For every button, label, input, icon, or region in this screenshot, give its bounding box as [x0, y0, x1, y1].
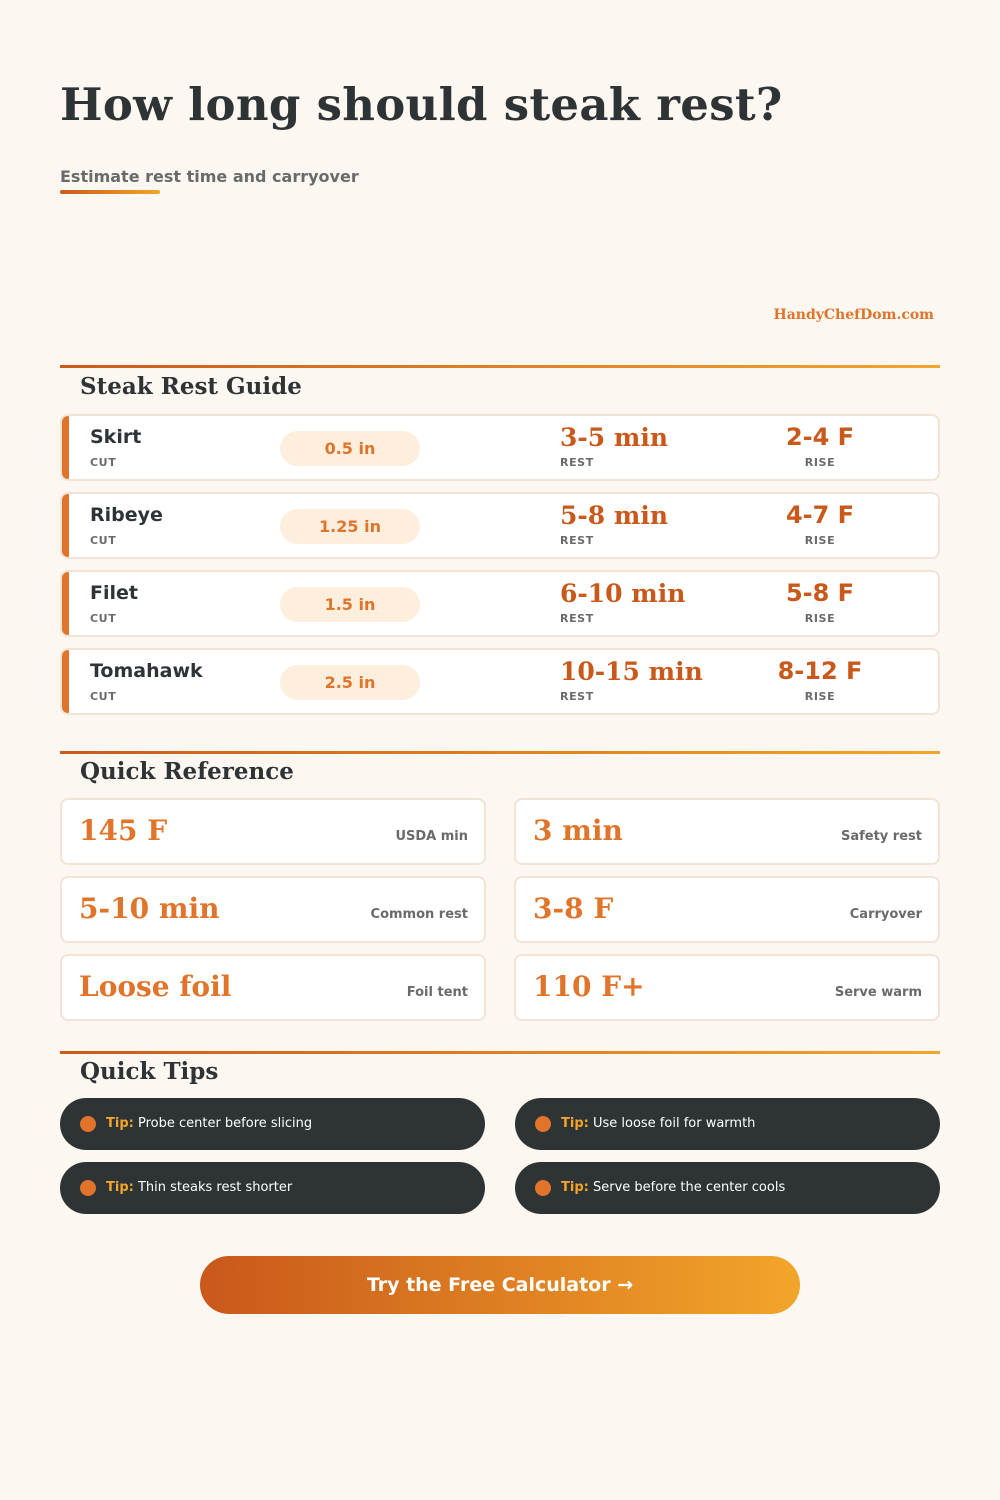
tip-bullet-icon	[535, 1180, 551, 1196]
cut-label: CUT	[90, 456, 117, 469]
rest-time: 5-8 min	[560, 501, 668, 530]
thickness-pill: 1.5 in	[280, 587, 420, 622]
thickness-pill: 0.5 in	[280, 431, 420, 466]
cut-label: CUT	[90, 690, 117, 703]
tip-item	[60, 1162, 485, 1214]
guide-divider	[60, 365, 940, 368]
cut-name: Tomahawk	[90, 660, 203, 682]
tip-label: Tip:	[106, 1180, 134, 1195]
rest-label: REST	[560, 534, 594, 547]
rise-label: RISE	[804, 690, 836, 703]
cut-name: Filet	[90, 582, 138, 604]
cut-name: Ribeye	[90, 504, 163, 526]
guide-row-filet	[60, 570, 940, 637]
cut-name: Skirt	[90, 426, 142, 448]
cut-label: CUT	[90, 612, 117, 625]
tip-text: Probe center before slicing	[137, 1116, 313, 1131]
reference-divider	[60, 751, 940, 754]
rest-label: REST	[560, 456, 594, 469]
reference-title: Quick Reference	[80, 758, 294, 785]
tip-label: Tip:	[106, 1116, 134, 1131]
tip-label: Tip:	[561, 1180, 589, 1195]
rise-label: RISE	[804, 612, 836, 625]
tip-bullet-icon	[80, 1116, 96, 1132]
tip-text: Serve before the center cools	[592, 1180, 786, 1195]
reference-label: Common rest	[370, 907, 468, 922]
reference-card	[514, 876, 940, 943]
reference-card	[514, 954, 940, 1021]
reference-value: 3-8 F	[533, 892, 614, 925]
tip-item	[60, 1098, 485, 1150]
reference-label: Serve warm	[834, 985, 922, 1000]
guide-title: Steak Rest Guide	[80, 373, 302, 400]
rest-time: 3-5 min	[560, 423, 668, 452]
tip-label: Tip:	[561, 1116, 589, 1131]
thickness-pill: 1.25 in	[280, 509, 420, 544]
reference-label: Carryover	[849, 907, 922, 922]
cut-label: CUT	[90, 534, 117, 547]
reference-card	[60, 798, 486, 865]
reference-value: 5-10 min	[79, 892, 220, 925]
reference-value: 3 min	[533, 814, 623, 847]
row-accent-bar	[62, 492, 69, 559]
tip-bullet-icon	[535, 1116, 551, 1132]
tip-text: Thin steaks rest shorter	[137, 1180, 293, 1195]
tip-item	[515, 1162, 940, 1214]
rest-label: REST	[560, 690, 594, 703]
tips-divider	[60, 1051, 940, 1054]
rise-label: RISE	[804, 534, 836, 547]
temp-rise: 8-12 F	[777, 657, 863, 685]
reference-label: Foil tent	[406, 985, 468, 1000]
try-calculator-button[interactable]: Try the Free Calculator →	[200, 1256, 800, 1314]
rest-time: 10-15 min	[560, 657, 703, 686]
thickness-pill: 2.5 in	[280, 665, 420, 700]
rest-time: 6-10 min	[560, 579, 686, 608]
rest-label: REST	[560, 612, 594, 625]
guide-row-tomahawk	[60, 648, 940, 715]
brand-name: HandyChefDom.com	[773, 307, 934, 323]
tip-bullet-icon	[80, 1180, 96, 1196]
reference-card	[60, 876, 486, 943]
tips-title: Quick Tips	[80, 1058, 219, 1085]
tip-item	[515, 1098, 940, 1150]
row-accent-bar	[62, 414, 69, 481]
reference-card	[514, 798, 940, 865]
subtitle-underline	[60, 190, 160, 194]
guide-row-skirt	[60, 414, 940, 481]
reference-value: 110 F+	[533, 970, 645, 1003]
temp-rise: 5-8 F	[785, 579, 855, 607]
tip-text: Use loose foil for warmth	[592, 1116, 756, 1131]
row-accent-bar	[62, 648, 69, 715]
reference-value: 145 F	[79, 814, 168, 847]
page-subtitle: Estimate rest time and carryover	[60, 167, 359, 186]
temp-rise: 2-4 F	[785, 423, 855, 451]
guide-row-ribeye	[60, 492, 940, 559]
reference-value: Loose foil	[79, 970, 232, 1003]
temp-rise: 4-7 F	[785, 501, 855, 529]
reference-label: USDA min	[395, 829, 468, 844]
reference-label: Safety rest	[840, 829, 922, 844]
reference-card	[60, 954, 486, 1021]
page-title: How long should steak rest?	[60, 78, 783, 131]
row-accent-bar	[62, 570, 69, 637]
rise-label: RISE	[804, 456, 836, 469]
